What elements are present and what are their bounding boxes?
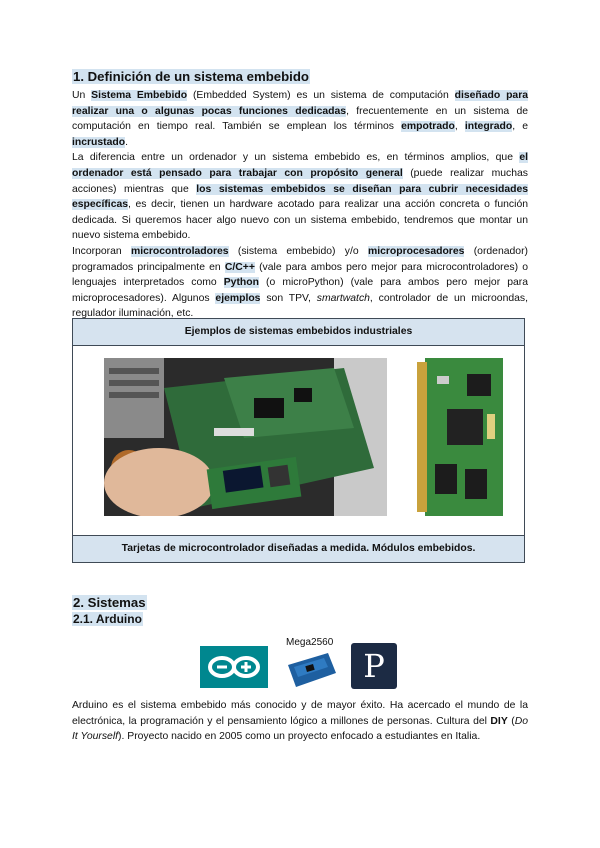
difference-paragraph: La diferencia entre un ordenador y un sistema embebido es, en términos amplios, que el ordenador está pensado para trabajar con propósito general (puede realizar muchas acciones) mientras que los sistemas embebidos se diseñan para cubrir necesidades específicas, es decir, tienen un hardware acotado para realizar una acción concreta o función dedicada. Si queremos hacer algo nuevo con un sistema embebido, tendremos que montar un nuevo sistema embebido. [72, 152, 529, 242]
figure-caption-top: Ejemplos de sistemas embebidos industriales [73, 319, 524, 346]
section-1 [72, 68, 528, 322]
logos-row [200, 633, 400, 693]
section-2-title: 2. Sistemas [73, 595, 146, 610]
components-paragraph: Incorporan microcontroladores (sistema embebido) y/o microprocesadores (ordenador) programados principalmente en C/C++ (vale para ambos pero mejor para microcontroladores) o lenguajes interpretados como Python (o microPython) (vale para ambos pero mejor para microprocesadores). Algunos ejemplos son TPV, smartwatch, controlador de un microondas, regulador iluminación, etc. [72, 245, 529, 320]
examples-figure [72, 318, 525, 563]
definition-paragraph: Un Sistema Embebido (Embedded System) es un sistema de computación diseñado para realizar una o algunas pocas funciones dedicadas, frecuentemente en un sistema de computación en tiempo real. También se emplean los términos empotrado, integrado, e incrustado. [72, 90, 529, 148]
figure-caption-bottom: Tarjetas de microcontrolador diseñadas a medida. Módulos embebidos. [73, 535, 524, 562]
arduino-subtitle: 2.1. Arduino [73, 612, 142, 626]
arduino-paragraph: Arduino es el sistema embebido más conocido y de mayor éxito. Ha acercado el mundo de la electrónica, la programación y el pensamiento lógico a millones de personas. Cultura del DIY (Do It Yourself). Proyecto nacido en 2005 como un proyecto enfocado a estudiantes en Italia. [72, 700, 528, 743]
mega2560-label: Mega2560 [286, 637, 334, 648]
section-2 [72, 594, 147, 628]
mega2560-board-icon [284, 651, 338, 689]
embedded-module-photo [417, 354, 514, 520]
industrial-board-photo [104, 358, 387, 516]
processing-logo-icon: P [351, 643, 397, 689]
arduino-logo-icon [200, 646, 268, 688]
section-1-title: 1. Definición de un sistema embebido [73, 69, 309, 84]
